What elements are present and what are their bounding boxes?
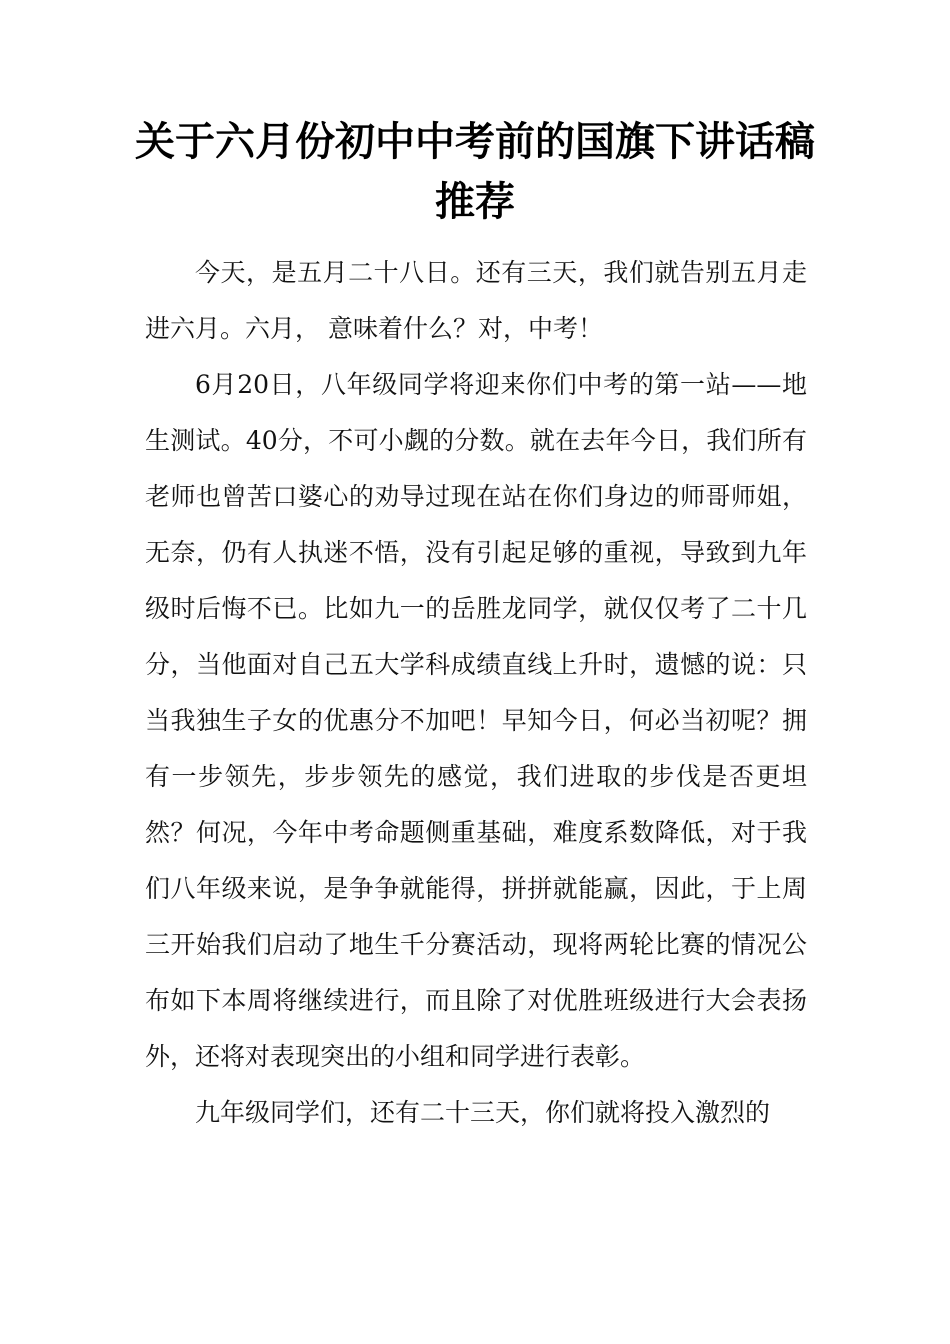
paragraph: 九年级同学们，还有二十三天，你们就将投入激烈的 [195,1098,771,1127]
paragraph: 今天，是五月二十八日。还有三天，我们就告别五月走进六月。六月， 意味着什么？对，中考！ [145,258,807,343]
document-title: 关于六月份初中中考前的国旗下讲话稿推荐 [135,118,815,225]
document-body [145,245,807,1141]
paragraph: 6月20日，八年级同学将迎来你们中考的第一站——地生测试。40分，不可小觑的分数。就在去年今日，我们所有老师也曾苦口婆心的劝导过现在站在你们身边的师哥师姐，无奈，仍有人执迷不悟，没有引起足够的重视，导致到九年级时后悔不已。比如九一的岳胜龙同学，就仅仅考了二十几分，当他面对自己五大学科成绩直线上升时，遗憾的说：只当我独生子女的优惠分不加吧！早知今日，何必当初呢？拥有一步领先，步步领先的感觉，我们进取的步伐是否更坦然？何况，今年中考命题侧重基础，难度系数降低，对于我们八年级来说，是争争就能得，拼拼就能赢，因此，于上周三开始我们启动了地生千分赛活动，现将两轮比赛的情况公布如下本周将继续进行，而且除了对优胜班级进行大会表扬外，还将对表现突出的小组和同学进行表彰。 [145,370,807,1071]
